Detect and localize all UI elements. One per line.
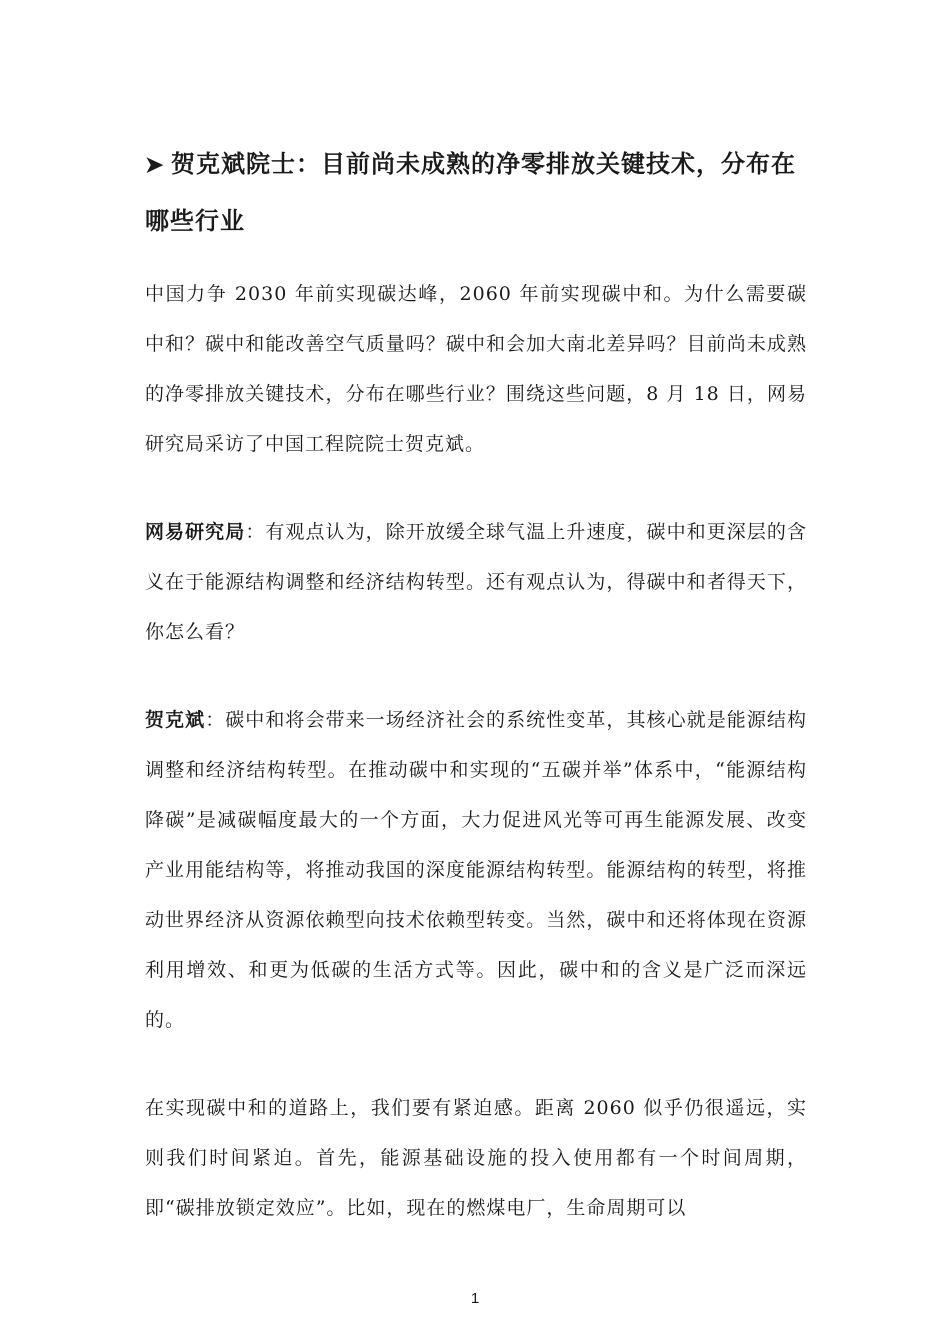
speaker-label: 网易研究局: [145, 521, 246, 543]
heading-text: 贺克斌院士：目前尚未成熟的净零排放关键技术，分布在哪些行业: [145, 149, 796, 235]
page-content: [145, 136, 807, 1271]
paragraph-text: ：碳中和将会带来一场经济社会的系统性变革，其核心就是能源结构调整和经济结构转型。在推动碳中和实现的“五碳并举”体系中，“能源结构降碳”是减碳幅度最大的一个方面，大力促进风光等可再生能源发展、改变产业用能结构等，将推动我国的深度能源结构转型。能源结构的转型，将推动世界经济从资源依赖型向技术依赖型转变。当然，碳中和还将体现在资源利用增效、和更为低碳的生活方式等。因此，碳中和的含义是广泛而深远的。: [145, 709, 807, 1031]
article-heading: [145, 136, 807, 249]
paragraph-text: 中国力争 2030 年前实现碳达峰，2060 年前实现碳中和。为什么需要碳中和？碳中和能改善空气质量吗？碳中和会加大南北差异吗？目前尚未成熟的净零排放关键技术，分布在哪些行业？围绕这些问题，8 月 18 日，网易研究局采访了中国工程院院士贺克斌。: [145, 283, 807, 455]
paragraph-text: 在实现碳中和的道路上，我们要有紧迫感。距离 2060 似乎仍很遥远，实则我们时间紧迫。首先，能源基础设施的投入使用都有一个时间周期，即“碳排放锁定效应”。比如，现在的燃煤电厂，生命周期可以: [145, 1097, 807, 1219]
paragraph-text: ：有观点认为，除开放缓全球气温上升速度，碳中和更深层的含义在于能源结构调整和经济结构转型。还有观点认为，得碳中和者得天下，你怎么看？: [145, 521, 807, 643]
paragraph-question: [145, 507, 807, 657]
paragraph-intro: [145, 269, 807, 469]
arrow-bullet-icon: ➤: [145, 152, 165, 178]
speaker-label: 贺克斌: [145, 709, 206, 731]
page-number: 1: [470, 1290, 480, 1307]
paragraph-continued: [145, 1083, 807, 1233]
paragraph-answer: [145, 695, 807, 1045]
